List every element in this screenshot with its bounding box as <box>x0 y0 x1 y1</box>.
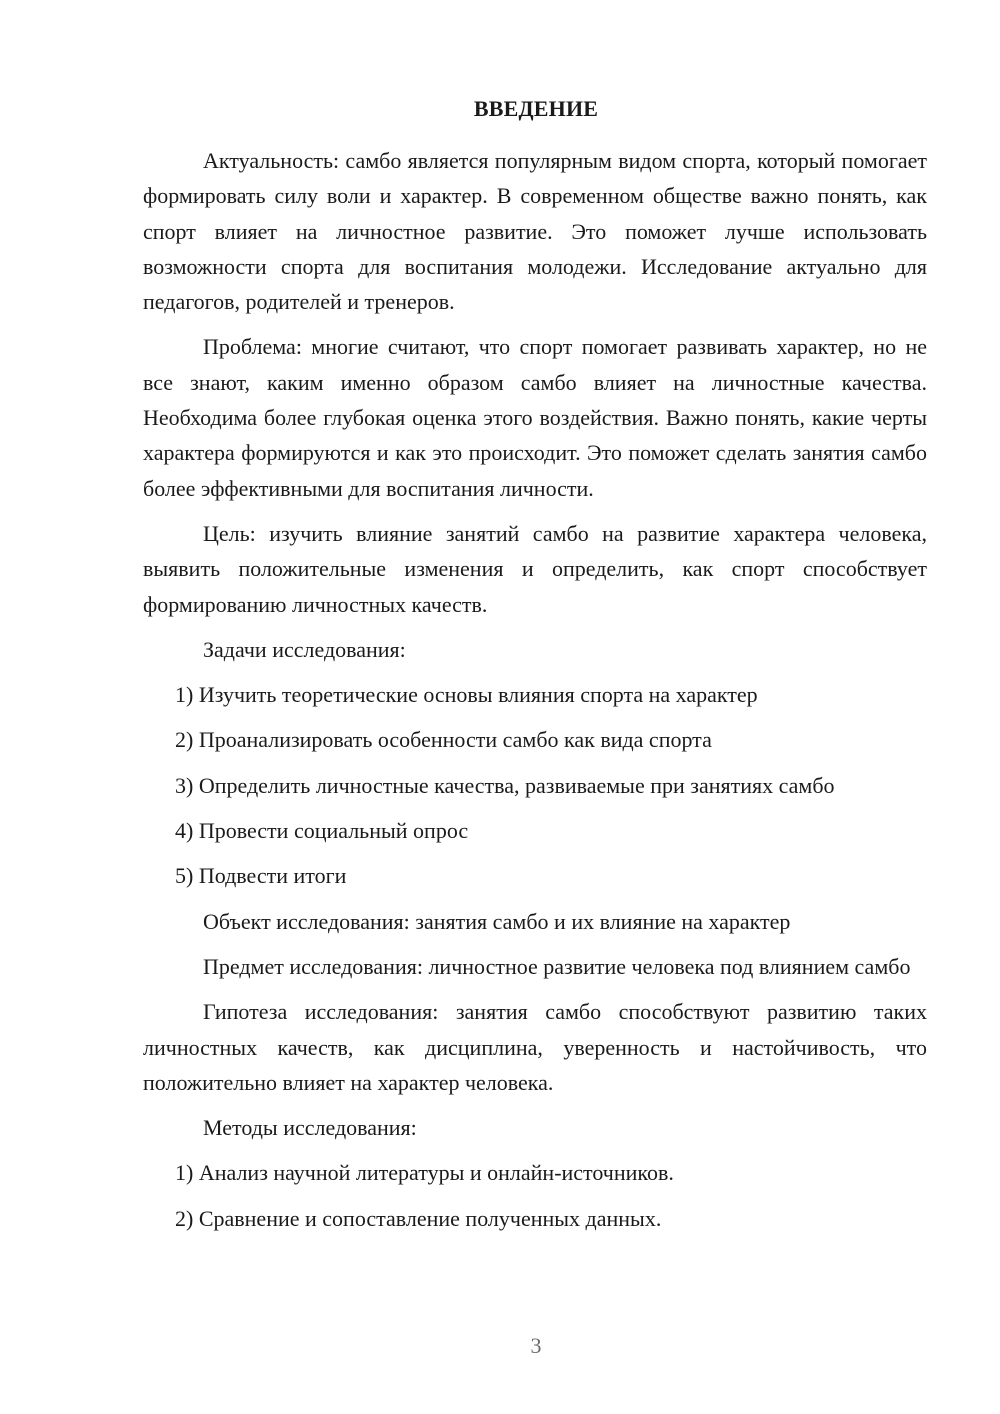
task-item: 1) Изучить теоретические основы влияния спорта на характер <box>175 682 758 708</box>
object-line: Объект исследования: занятия самбо и их влияние на характер <box>203 908 791 934</box>
document-body <box>143 143 927 1246</box>
hypothesis-paragraph: Гипотеза исследования: занятия самбо способствуют развитию таких личностных качеств, как дисциплина, уверенность и настойчивость, что положительно влияет на характер человека. <box>143 999 927 1095</box>
task-item: 2) Проанализировать особенности самбо как вида спорта <box>175 727 712 753</box>
page-title: ВВЕДЕНИЕ <box>473 96 599 121</box>
methods-heading: Методы исследования: <box>203 1115 417 1141</box>
task-item: 4) Провести социальный опрос <box>175 818 469 844</box>
task-item: 3) Определить личностные качества, развиваемые при занятиях самбо <box>175 772 835 798</box>
method-item: 1) Анализ научной литературы и онлайн-источников. <box>175 1160 674 1186</box>
task-item: 5) Подвести итоги <box>175 863 347 889</box>
methods-list <box>143 1155 927 1236</box>
goal-paragraph: Цель: изучить влияние занятий самбо на развитие характера человека, выявить положительные изменения и определить, как спорт способствует формированию личностных качеств. <box>143 520 927 617</box>
page-number: 3 <box>530 1333 542 1358</box>
problem-paragraph: Проблема: многие считают, что спорт помогает развивать характер, но не все знают, каким именно образом самбо влияет на личностные качества. Необходима более глубокая оценка этого воздействия. Важно понять, какие черты характера формируются и как это происходит. Это поможет сделать занятия самбо более эффективными для воспитания личности. <box>143 334 927 501</box>
tasks-list <box>143 677 927 893</box>
tasks-heading: Задачи исследования: <box>203 636 406 662</box>
subject-paragraph: Предмет исследования: личностное развитие человека под влиянием самбо <box>203 953 911 979</box>
relevance-paragraph: Актуальность: самбо является популярным видом спорта, который помогает формировать силу воли и характер. В современном обществе важно понять, как спорт влияет на личностное развитие. Это поможет лучше использовать возможности спорта для воспитания молодежи. Исследование актуально для педагогов, родителей и тренеров. <box>143 148 927 315</box>
method-item: 2) Сравнение и сопоставление полученных данных. <box>175 1205 662 1231</box>
